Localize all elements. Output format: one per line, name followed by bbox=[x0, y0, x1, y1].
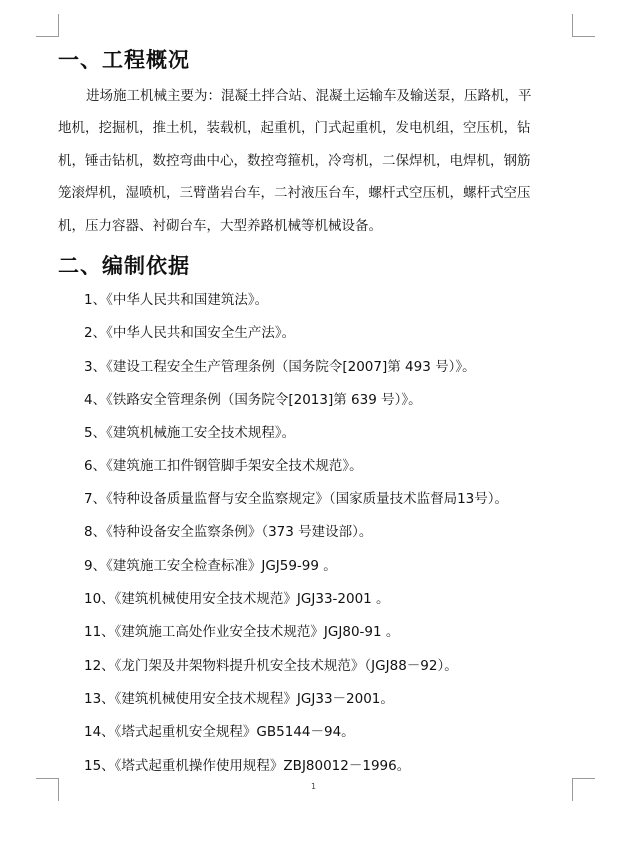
reference-item: 6、《建筑施工扣件钢管脚手架安全技术规范》。 bbox=[84, 458, 363, 474]
corner-mark-top-right bbox=[572, 14, 595, 37]
paragraph-line: 机，压力容器、衬砌台车，大型养路机械等机械设备。 bbox=[58, 218, 382, 234]
reference-item: 14、《塔式起重机安全规程》GB5144－94。 bbox=[84, 724, 355, 740]
section-heading-basis: 二、编制依据 bbox=[58, 254, 190, 278]
paragraph-line: 地机，挖掘机，推土机，装载机，起重机，门式起重机，发电机组，空压机，钻 bbox=[58, 120, 531, 136]
paragraph-line: 笼滚焊机，湿喷机，三臂凿岩台车，二衬液压台车，螺杆式空压机，螺杆式空压 bbox=[58, 185, 531, 201]
reference-item: 5、《建筑机械施工安全技术规程》。 bbox=[84, 425, 296, 441]
reference-item: 7、《特种设备质量监督与安全监察规定》（国家质量技术监督局13号）。 bbox=[84, 491, 509, 507]
reference-item: 8、《特种设备安全监察条例》（373 号建设部）。 bbox=[84, 524, 373, 540]
paragraph-line: 进场施工机械主要为：混凝土拌合站、混凝土运输车及输送泵，压路机，平 bbox=[86, 88, 532, 104]
reference-item: 11、《建筑施工高处作业安全技术规范》JGJ80-91 。 bbox=[84, 624, 400, 640]
reference-item: 3、《建设工程安全生产管理条例（国务院令[2007]第 493 号）》。 bbox=[84, 359, 476, 375]
reference-item: 15、《塔式起重机操作使用规程》ZBJ80012－1996。 bbox=[84, 758, 411, 774]
reference-item: 9、《建筑施工安全检查标准》JGJ59-99 。 bbox=[84, 558, 337, 574]
page-number: 1 bbox=[310, 782, 317, 791]
reference-item: 12、《龙门架及井架物料提升机安全技术规范》（JGJ88－92）。 bbox=[84, 658, 458, 674]
reference-item: 4、《铁路安全管理条例（国务院令[2013]第 639 号）》。 bbox=[84, 392, 422, 408]
reference-item: 1、《中华人民共和国建筑法》。 bbox=[84, 292, 269, 308]
reference-item: 2、《中华人民共和国安全生产法》。 bbox=[84, 325, 296, 341]
paragraph-line: 机，锤击钻机，数控弯曲中心，数控弯箍机，冷弯机，二保焊机，电焊机，钢筋 bbox=[58, 153, 531, 169]
corner-mark-top-left bbox=[36, 14, 59, 37]
reference-item: 13、《建筑机械使用安全技术规程》JGJ33－2001。 bbox=[84, 691, 394, 707]
section-heading-overview: 一、工程概况 bbox=[58, 48, 190, 72]
reference-item: 10、《建筑机械使用安全技术规范》JGJ33-2001 。 bbox=[84, 591, 390, 607]
